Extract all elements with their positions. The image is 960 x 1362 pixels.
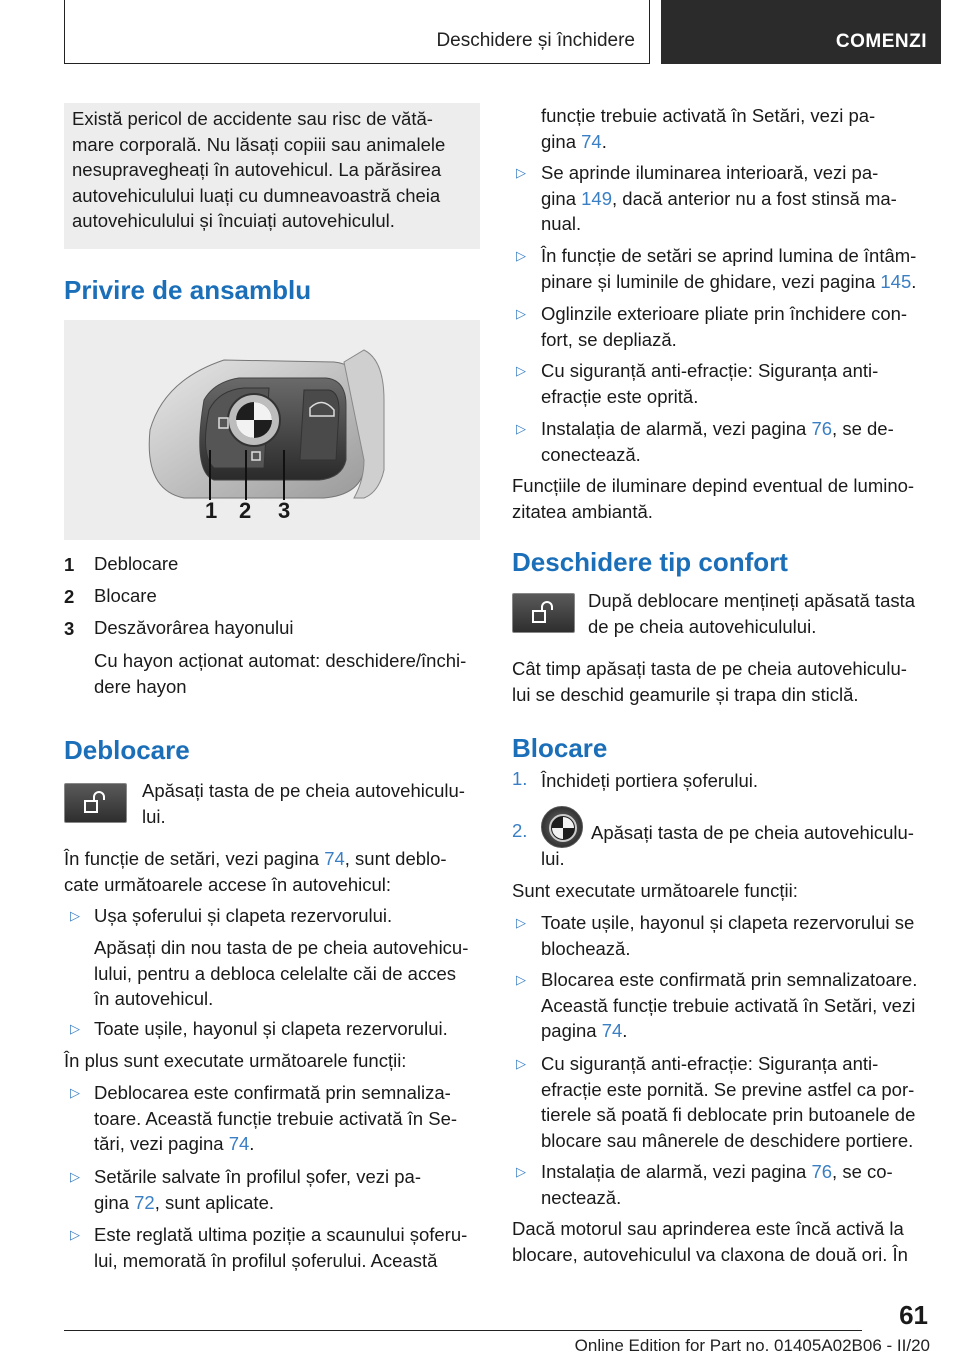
text-line: efracție este oprită. xyxy=(541,385,699,407)
section-title: Deschidere și închidere xyxy=(436,30,635,51)
right-bullet5 xyxy=(541,416,894,467)
comfort-para xyxy=(512,656,907,707)
text-line: în autovehicul. xyxy=(94,988,214,1009)
text-line: zitatea ambiantă. xyxy=(512,500,653,522)
legend-num-3: 3 xyxy=(64,618,75,639)
unlock-bullet2: Toate ușile, hayonul și clapeta rezervorului. xyxy=(94,1018,448,1039)
text-line: După deblocare mențineți apăsată tasta xyxy=(588,590,916,611)
text: În funcție de setări, vezi pagina xyxy=(64,848,325,869)
text-line: Toate ușile, hayonul și clapeta rezervorului se xyxy=(541,912,915,933)
bullet-triangle-icon: ▷ xyxy=(516,972,526,987)
text-line: funcție trebuie activată în Setări, vezi pa- xyxy=(541,105,876,126)
page-link[interactable]: 74 xyxy=(601,1020,623,1041)
unlock-bullet1-note xyxy=(94,935,468,1012)
text-line: Oglinzile exterioare pliate prin închidere con- xyxy=(541,303,908,324)
text-line: nectează. xyxy=(541,1186,622,1208)
right-continuation: funcție trebuie activată în Setări, vezi pa- gina 74. xyxy=(541,105,876,152)
page-link[interactable]: 74 xyxy=(228,1133,250,1154)
car-key-illustration xyxy=(64,320,480,540)
legend-text-2: Blocare xyxy=(94,585,157,606)
text-line: lui se deschid geamurile și trapa din sticlă. xyxy=(512,683,859,705)
text-line: Este reglată ultima poziție a scaunului șoferu- xyxy=(94,1224,468,1245)
text-line: Această funcție trebuie activată în Setări, vezi xyxy=(541,994,916,1016)
lock-bullet2: Blocarea este confirmată prin semnalizatoare. Această funcție trebuie activată în Setări, vezi pagina 74. xyxy=(541,969,918,1041)
header-section-box xyxy=(64,0,650,64)
lock-final xyxy=(512,1216,908,1267)
text-line: Se aprinde iluminarea interioară, vezi pa- xyxy=(541,162,879,183)
right-para-lighting xyxy=(512,473,914,524)
comfort-heading: Deschidere tip confort xyxy=(512,547,788,577)
unlock-icon xyxy=(83,791,109,815)
text-line: Funcțiile de iluminare depind eventual de lumino- xyxy=(512,475,915,496)
page-link[interactable]: 149 xyxy=(581,187,612,209)
text-line: Cu hayon acționat automat: deschidere/închi- xyxy=(94,650,467,671)
legend-text-1: Deblocare xyxy=(94,553,179,574)
text-line: Blocarea este confirmată prin semnalizatoare. xyxy=(541,969,918,990)
bullet-triangle-icon: ▷ xyxy=(516,306,526,321)
car-key-figure xyxy=(64,320,480,540)
text: , sunt aplicate. xyxy=(154,1191,274,1213)
text-line: blocare, autovehiculul va claxona de două ori. În xyxy=(512,1243,908,1265)
unlock-button-image xyxy=(64,783,127,823)
warning-line: nesupravegheați în autovehicul. La părăsirea xyxy=(72,159,442,180)
text: tări, vezi pagina xyxy=(94,1133,229,1154)
bullet-triangle-icon: ▷ xyxy=(516,363,526,378)
warning-line: autovehiculului și încuiați autovehiculul. xyxy=(72,210,395,231)
text-line: Apăsați tasta de pe cheia autovehiculu- xyxy=(142,780,465,801)
lock-step2 xyxy=(541,820,914,871)
bullet-triangle-icon: ▷ xyxy=(70,1169,80,1184)
text-line: Cu siguranță anti-efracție: Siguranța anti- xyxy=(541,360,879,381)
footer-edition: Online Edition for Part no. 01405A02B06 - II/20 xyxy=(574,1336,930,1355)
page-link[interactable]: 74 xyxy=(581,130,602,152)
figure-label-2: 2 xyxy=(239,498,252,523)
lock-bullet4 xyxy=(541,1159,893,1210)
text: gina xyxy=(94,1191,135,1213)
page-link[interactable]: 76 xyxy=(811,1161,833,1182)
text-line: toare. Această funcție trebuie activată în Se- xyxy=(94,1107,458,1129)
text-line: de pe cheia autovehiculului. xyxy=(588,615,817,637)
unlock-func2 xyxy=(94,1164,421,1215)
lock-step1: Închideți portiera șoferului. xyxy=(541,770,758,791)
text: gina xyxy=(541,187,582,209)
page-link[interactable]: 76 xyxy=(811,418,833,439)
text: pagina xyxy=(541,1020,602,1041)
page-link[interactable]: 74 xyxy=(324,848,345,869)
unlock-para2: În plus sunt executate următoarele funcții: xyxy=(64,1050,407,1071)
text-line: Apăsați din nou tasta de pe cheia autovehicu- xyxy=(94,937,469,958)
legend-num-2: 2 xyxy=(64,586,75,607)
footer-divider xyxy=(64,1330,862,1331)
text-line: Dacă motorul sau aprinderea este încă activă la xyxy=(512,1218,904,1239)
text-line: nual. xyxy=(541,213,582,234)
bullet-triangle-icon: ▷ xyxy=(70,908,80,923)
text: , sunt deblo- xyxy=(344,848,447,869)
bullet-triangle-icon: ▷ xyxy=(70,1085,80,1100)
text-line: În funcție de setări se aprind lumina de întâm- xyxy=(541,245,917,266)
unlock-intro xyxy=(142,778,465,829)
text: pinare și luminile de ghidare, vezi pagina xyxy=(541,270,881,292)
lock-bullet1 xyxy=(541,910,914,961)
lock-heading: Blocare xyxy=(512,733,608,763)
text: Instalația de alarmă, vezi pagina xyxy=(541,418,812,439)
lock-step1-num: 1. xyxy=(512,768,528,789)
page-link[interactable]: 145 xyxy=(880,270,912,292)
unlock-bullet1: Ușa șoferului și clapeta rezervorului. xyxy=(94,905,393,926)
comfort-intro xyxy=(588,588,915,639)
unlock-heading: Deblocare xyxy=(64,735,190,765)
text-line: blochează. xyxy=(541,937,631,959)
text-line: lui. xyxy=(142,805,166,827)
text-line: lului, pentru a debloca celelalte căi de acces xyxy=(94,962,457,984)
overview-heading: Privire de ansamblu xyxy=(64,275,312,305)
text-line: conectează. xyxy=(541,443,641,465)
lock-step2-num: 2. xyxy=(512,820,528,841)
text-line: tierele să poată fi deblocate prin butoanele de xyxy=(541,1104,916,1125)
chapter-tab-label: COMENZI xyxy=(835,31,927,52)
bullet-triangle-icon: ▷ xyxy=(516,165,526,180)
text-line: Setările salvate în profilul șofer, vezi pa- xyxy=(94,1166,421,1187)
text-line: blocare sau mânerele de deschidere portiere. xyxy=(541,1129,914,1151)
bullet-triangle-icon: ▷ xyxy=(70,1021,80,1036)
unlock-func3 xyxy=(94,1222,467,1273)
warning-box xyxy=(64,103,480,249)
lock-bullet3 xyxy=(541,1051,915,1153)
right-bullet4 xyxy=(541,358,878,409)
bullet-triangle-icon: ▷ xyxy=(516,1056,526,1071)
bullet-triangle-icon: ▷ xyxy=(516,248,526,263)
text-line: Cu siguranță anti-efracție: Siguranța anti- xyxy=(541,1053,879,1074)
text-line: efracție este pornită. Se previne astfel ca por- xyxy=(541,1078,915,1100)
text: Instalația de alarmă, vezi pagina xyxy=(541,1161,812,1182)
text-line: lui, memorată în profilul șoferului. Această xyxy=(94,1249,438,1271)
chapter-tab[interactable] xyxy=(661,0,941,64)
text-line: Cât timp apăsați tasta de pe cheia autovehiculu- xyxy=(512,658,907,679)
page-number: 61 xyxy=(899,1300,928,1330)
legend-text-3: Deszăvorârea hayonului xyxy=(94,617,294,638)
unlock-para1 xyxy=(64,846,447,897)
right-bullet1 xyxy=(541,160,897,237)
text-line: dere hayon xyxy=(94,675,187,697)
bullet-triangle-icon: ▷ xyxy=(70,1227,80,1242)
lock-para: Sunt executate următoarele funcții: xyxy=(512,880,798,901)
bullet-triangle-icon: ▷ xyxy=(516,915,526,930)
text-line: fort, se depliază. xyxy=(541,328,677,350)
text: , se co- xyxy=(832,1161,893,1182)
text-line: lui. xyxy=(541,847,565,869)
text: , dacă anterior nu a fost stinsă ma- xyxy=(612,187,897,209)
unlock-icon xyxy=(531,601,557,625)
text: , se de- xyxy=(832,418,894,439)
comfort-unlock-button-image xyxy=(512,593,575,633)
bullet-triangle-icon: ▷ xyxy=(516,421,526,436)
text-line: cate următoarele accese în autovehicul: xyxy=(64,873,392,895)
figure-label-1: 1 xyxy=(205,498,218,523)
page-link[interactable]: 72 xyxy=(134,1191,155,1213)
unlock-func1: Deblocarea este confirmată prin semnaliza- toare. Această funcție trebuie activată în Se- tări, vezi pagina 74. xyxy=(94,1082,458,1154)
legend-num-1: 1 xyxy=(64,554,75,575)
right-bullet3 xyxy=(541,301,907,352)
right-bullet2: În funcție de setări se aprind lumina de întâm- pinare și luminile de ghidare, vezi pagina 145. xyxy=(541,245,917,292)
text-line: Deblocarea este confirmată prin semnaliza- xyxy=(94,1082,451,1103)
text-line: Apăsați tasta de pe cheia autovehiculu- xyxy=(591,822,914,843)
legend-note xyxy=(94,648,466,699)
text: gina xyxy=(541,130,582,152)
warning-line: Există pericol de accidente sau risc de vătă- xyxy=(72,108,433,129)
warning-line: autovehiculului luați cu dumneavoastră cheia xyxy=(72,184,441,206)
figure-label-3: 3 xyxy=(278,498,291,523)
bullet-triangle-icon: ▷ xyxy=(516,1164,526,1179)
warning-line: mare corporală. Nu lăsați copiii sau animalele xyxy=(72,133,446,155)
